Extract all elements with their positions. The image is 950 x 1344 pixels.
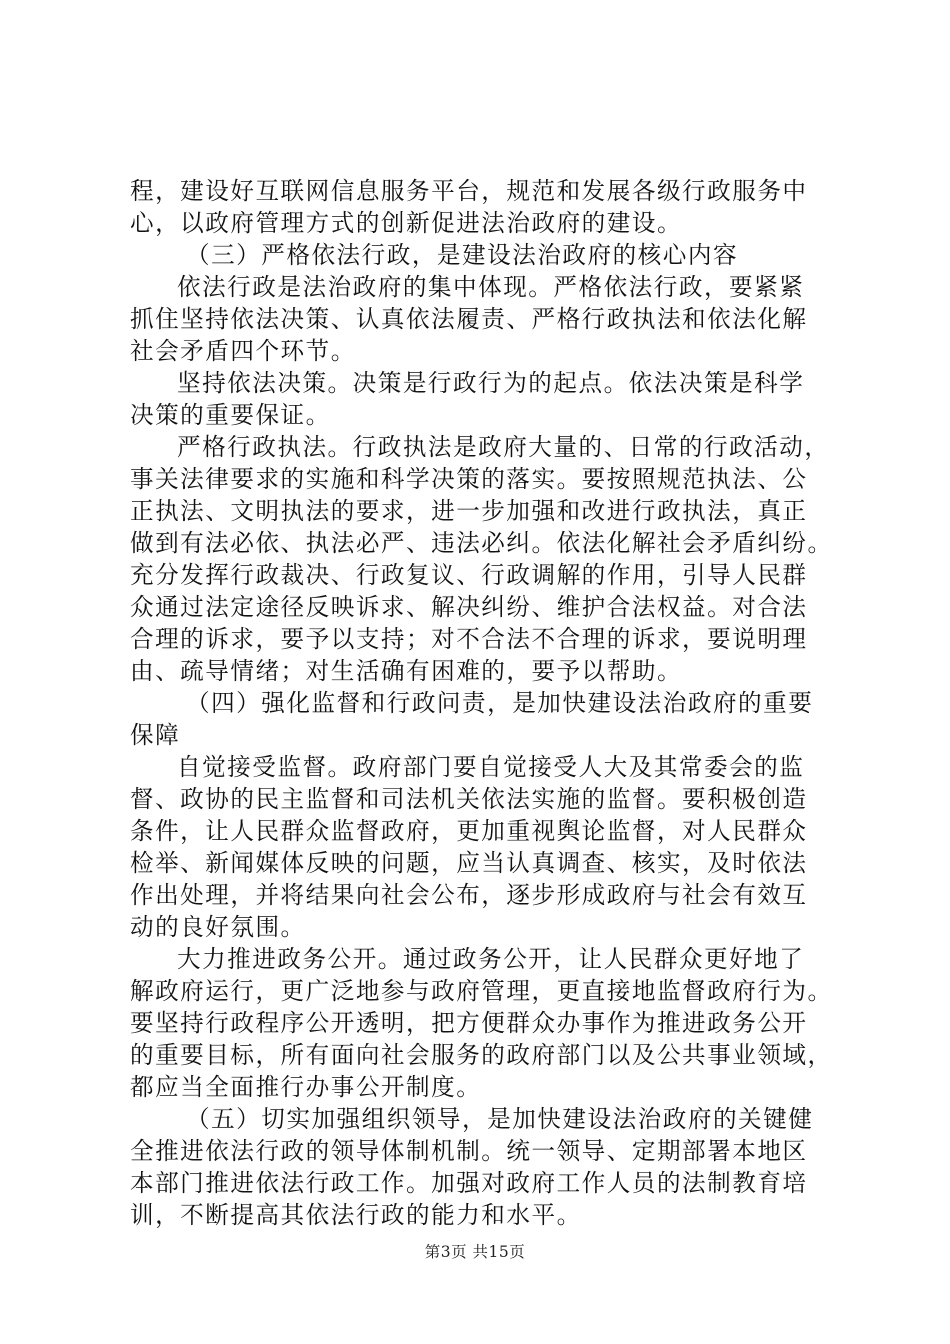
text-line: 坚持依法决策。决策是行政行为的起点。依法决策是科学 [177, 369, 805, 397]
text-line: 合理的诉求，要予以支持；对不合法不合理的诉求，要说明理 [130, 625, 808, 653]
text-line: 由、疏导情绪；对生活确有困难的，要予以帮助。 [130, 657, 683, 685]
section-heading: （五）切实加强组织领导，是加快建设法治政府的关键健 [186, 1105, 814, 1133]
text-line: 都应当全面推行办事公开制度。 [130, 1073, 482, 1101]
text-line: 程，建设好互联网信息服务平台，规范和发展各级行政服务中 [130, 177, 808, 205]
text-line: 训，不断提高其依法行政的能力和水平。 [130, 1201, 582, 1229]
text-line: 的重要目标，所有面向社会服务的政府部门以及公共事业领域， [130, 1041, 833, 1069]
text-line: 抓住坚持依法决策、认真依法履责、严格行政执法和依法化解 [130, 305, 808, 333]
text-line: 决策的重要保证。 [130, 401, 331, 429]
text-line: 自觉接受监督。政府部门要自觉接受人大及其常委会的监 [177, 753, 805, 781]
text-line: 事关法律要求的实施和科学决策的落实。要按照规范执法、公 [130, 465, 808, 493]
text-line: 依法行政是法治政府的集中体现。严格依法行政，要紧紧 [177, 273, 805, 301]
section-heading: （四）强化监督和行政问责，是加快建设法治政府的重要 [186, 689, 814, 717]
text-line: 检举、新闻媒体反映的问题，应当认真调查、核实，及时依法 [130, 849, 808, 877]
text-line: 众通过法定途径反映诉求、解决纠纷、维护合法权益。对合法 [130, 593, 808, 621]
text-line: 大力推进政务公开。通过政务公开，让人民群众更好地了 [177, 945, 805, 973]
text-line: 本部门推进依法行政工作。加强对政府工作人员的法制教育培 [130, 1169, 808, 1197]
text-line: 条件，让人民群众监督政府，更加重视舆论监督，对人民群众 [130, 817, 808, 845]
text-line: 正执法、文明执法的要求，进一步加强和改进行政执法，真正 [130, 497, 808, 525]
section-heading: （三）严格依法行政，是建设法治政府的核心内容 [186, 241, 739, 269]
text-line: 作出处理，并将结果向社会公布，逐步形成政府与社会有效互 [130, 881, 808, 909]
page-footer [0, 1240, 950, 1262]
text-line: 督、政协的民主监督和司法机关依法实施的监督。要积极创造 [130, 785, 808, 813]
text-line: 做到有法必依、执法必严、违法必纠。依法化解社会矛盾纠纷。 [130, 529, 833, 557]
text-line: 解政府运行，更广泛地参与政府管理，更直接地监督政府行为。 [130, 977, 833, 1005]
text-line: 全推进依法行政的领导体制机制。统一领导、定期部署本地区 [130, 1137, 808, 1165]
text-line: 要坚持行政程序公开透明，把方便群众办事作为推进政务公开 [130, 1009, 808, 1037]
text-line: 动的良好氛围。 [130, 913, 306, 941]
text-line: 社会矛盾四个环节。 [130, 337, 356, 365]
text-line: 充分发挥行政裁决、行政复议、行政调解的作用，引导人民群 [130, 561, 808, 589]
text-line: 心，以政府管理方式的创新促进法治政府的建设。 [130, 209, 683, 237]
page-number: 第3页 共15页 [424, 1243, 526, 1261]
section-heading-continued: 保障 [130, 721, 181, 749]
document-body [130, 175, 833, 1231]
text-line: 严格行政执法。行政执法是政府大量的、日常的行政活动， [177, 433, 830, 461]
